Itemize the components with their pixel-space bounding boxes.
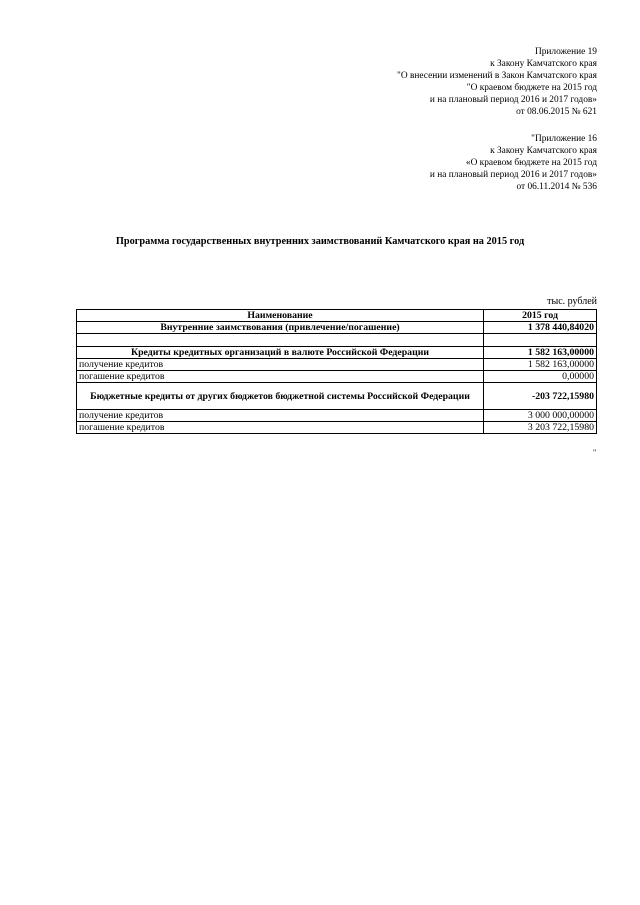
header-line: и на плановый период 2016 и 2017 годов» [429,95,597,105]
table-header-row [77,310,597,322]
row-name: погашение кредитов [77,371,484,383]
header-line: "О внесении изменений в Закон Камчатского края [397,71,597,81]
row-name: Бюджетные кредиты от других бюджетов бюджетной системы Российской Федерации [77,383,484,410]
row-value: 1 582 163,00000 [484,359,597,371]
document-title: Программа государственных внутренних заимствований Камчатского края на 2015 год [115,236,525,247]
header-line: "Приложение 16 [531,134,597,144]
row-value: 3 203 722,15980 [484,422,597,434]
header-line: к Закону Камчатского края [490,146,597,156]
table-row [77,383,597,410]
row-value: -203 722,15980 [484,383,597,410]
row-name: погашение кредитов [77,422,484,434]
row-name: получение кредитов [77,359,484,371]
table-row [77,371,597,383]
header-line: и на плановый период 2016 и 2017 годов» [429,170,597,180]
table-row [77,347,597,359]
table-row [77,334,597,347]
table-row [77,410,597,422]
borrowing-table [76,309,597,434]
header-line: "О краевом бюджете на 2015 год [466,83,597,93]
row-name: Кредиты кредитных организаций в валюте Российской Федерации [77,347,484,359]
header-line: Приложение 19 [534,47,597,57]
row-value: 3 000 000,00000 [484,410,597,422]
header-line: к Закону Камчатского края [490,59,597,69]
header-line: от 08.06.2015 № 621 [516,107,597,117]
annex-16-header [430,133,597,193]
row-value: 1 378 440,84020 [484,322,597,334]
row-name: получение кредитов [77,410,484,422]
units-label: тыс. рублей [547,296,597,307]
row-value: 1 582 163,00000 [484,347,597,359]
table-row [77,359,597,371]
table-row [77,422,597,434]
annex-19-header [397,46,597,118]
column-header-year: 2015 год [484,310,597,322]
row-value: 0,00000 [484,371,597,383]
header-line: от 06.11.2014 № 536 [516,182,597,192]
header-line: «О краевом бюджете на 2015 год [465,158,597,168]
column-header-name: Наименование [77,310,484,322]
table-row [77,322,597,334]
closing-quote-mark: " [593,448,597,457]
row-name: Внутренние заимствования (привлечение/погашение) [77,322,484,334]
row-name [77,334,484,347]
row-value [484,334,597,347]
